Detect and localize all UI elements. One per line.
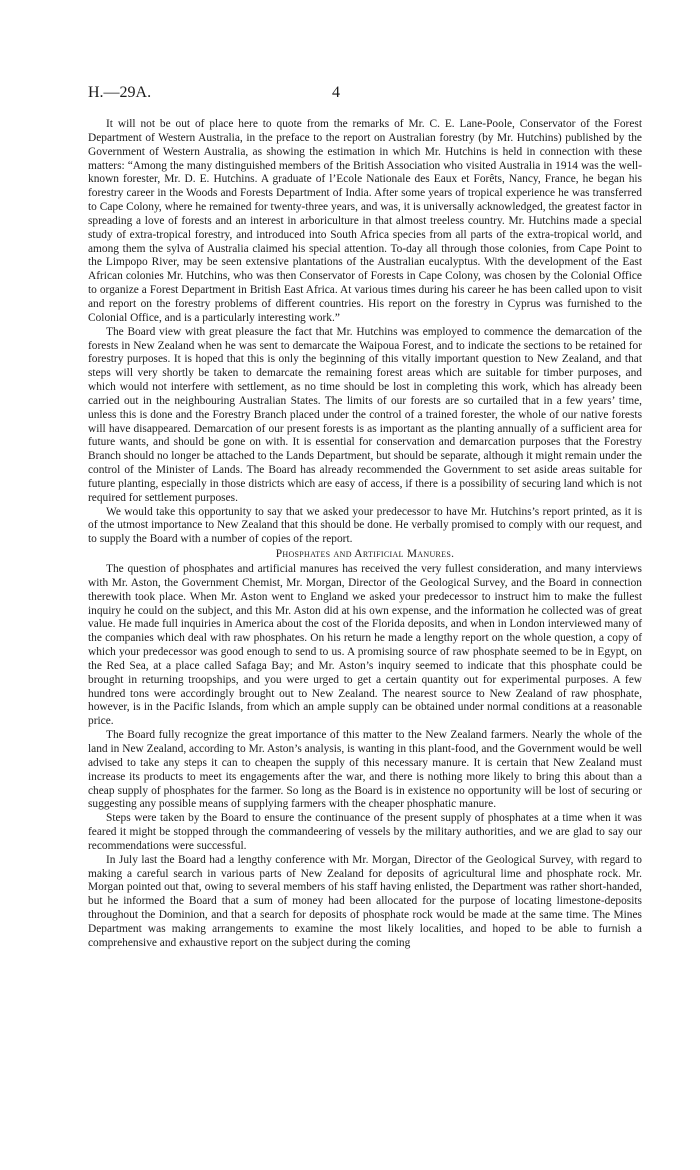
paragraph-phosphates-importance: The Board fully recognize the great importance of this matter to the New Zealand farmers. Nearly the whole of the land in New Zealand, according to Mr. Aston’s analysis, is wanting in this plant-food, and the Government would be well advised to take any steps it can to cheapen the supply of this necessary manure. It is certain that New Zealand must increase its products to meet its engagements after the war, and there is nothing more likely to bring this about than a cheap supply of phosphates for the farmer. So long as the Board is in existence no opportunity will be lost of securing or suggesting any possible means of supplying farmers with the cheaper phosphatic manure. xyxy=(88,729,642,811)
section-heading: Phosphates and Artificial Manures. xyxy=(275,548,455,561)
paragraph-geological-survey: In July last the Board had a lengthy conference with Mr. Morgan, Director of the Geological Survey, with regard to making a careful search in various parts of New Zealand for deposits of agricultural lime and phosphate rock. Mr. Morgan pointed out that, owing to several members of his staff having enlisted, the Department was rather short-handed, but he informed the Board that a sum of money had been allocated for the purpose of locating limestone-deposits throughout the Dominion, and that a search for deposits of phosphate rock would be made at the same time. The Mines Department was making arrangements to examine the most likely localities, and hoped to be able to furnish a comprehensive and exhaustive report on the subject during the coming xyxy=(88,853,642,949)
report-reference: H.—29A. xyxy=(88,84,152,101)
page-header xyxy=(88,84,642,104)
paragraph-phosphates-inquiry: The question of phosphates and artificial manures has received the very fullest consideration, and many interviews with Mr. Aston, the Government Chemist, Mr. Morgan, Director of the Geological Survey, and the Board in connection therewith took place. When Mr. Aston went to England we asked your predecessor to instruct him to make the fullest inquiry he could on the subject, and this Mr. Aston did at his own expense, and the information he collected was of great value. He made full inquiries in America about the cost of the Florida deposits, and when in London interviewed many of the companies which deal with raw phosphates. On his return he made a lengthy report on the whole question, a copy of which your predecessor was good enough to send to us. A promising source of raw phosphate seemed to be in Egypt, on the Red Sea, at a place called Safaga Bay; and Mr. Aston’s inquiry seemed to indicate that this phosphate could be brought in returning troopships, and you were urged to get a certain quantity out for experimental purposes. A few hundred tons were accordingly brought out to New Zealand. The nearest source to New Zealand of raw phosphate, however, is in the Pacific Islands, from which an ample supply can be obtained under normal conditions at a reasonable price. xyxy=(88,563,642,728)
paragraph-lane-poole-quote: It will not be out of place here to quote from the remarks of Mr. C. E. Lane-Poole, Conservator of the Forest Department of Western Australia, in the preface to the report on Australian forestry (by Mr. Hutchins) published by the Government of Western Australia, as showing the estimation in which Mr. Hutchins is held in connection with these matters: “Among the many distinguished members of the British Association who visited Australia in 1914 was the well-known forester, Mr. D. E. Hutchins. A graduate of l’Ecole Nationale des Eaux et Forêts, Nancy, France, he began his forestry career in the Woods and Forests Department of India. After some years of tropical experience he was transferred to Cape Colony, where he remained for twenty-three years, and was, it is universally acknowledged, the greatest factor in spreading a love of forests and an interest in arboriculture in that almost treeless country. Mr. Hutchins made a special study of extra-tropical forestry, and introduced into South Africa species from all parts of the extra-tropical world, and among them the sylva of Australia claimed his special attention. To-day all through those colonies, from Cape Point to the Limpopo River, may be seen extensive plantations of the Australian eucalyptus. With the development of the East African colonies Mr. Hutchins, who was then Conservator of Forests in Cape Colony, was chosen by the Colonial Office to organize a Forest Department in British East Africa. At various times during his career he has been called upon to visit and report on the forestry problems of different countries. His report on the forestry in Cyprus was furnished to the Colonial Office, and is a particularly interesting work.” xyxy=(88,118,642,324)
paragraph-hutchins-report: We would take this opportunity to say that we asked your predecessor to have Mr. Hutchins’s report printed, as it is of the utmost importance to New Zealand that this should be done. He verbally promised to comply with our request, and to supply the Board with a number of copies of the report. xyxy=(88,505,642,546)
paragraph-forest-demarcation: The Board view with great pleasure the fact that Mr. Hutchins was employed to commence the demarcation of the forests in New Zealand when he was sent to demarcate the Waipoua Forest, and to indicate the sections to be retained for forestry purposes. It is hoped that this is only the beginning of this vitally important question to New Zealand, and that steps will very shortly be taken to demarcate the remaining forest areas which are suitable for timber purposes, and which would not interfere with settlement, as no time should be lost in completing this work, which has already been carried out in the neighbouring Australian States. The limits of our forests are so curtailed that in a few years’ time, unless this is done and the Forestry Branch placed under the control of a trained forester, the whole of our native forests will have disappeared. Demarcation of our present forests is as important as the planting annually of a sufficient area for future wants, and should be gone on with. It is essential for conservation and demarcation purposes that the Forestry Branch should no longer be attached to the Lands Department, but should be separate, although it might remain under the control of the Minister of Lands. The Board has already recommended the Government to set aside areas suitable for future planting, especially in those districts which are easy of access, if there is a possibility of securing land which is not required for settlement purposes. xyxy=(88,325,642,504)
paragraph-phosphates-supply: Steps were taken by the Board to ensure the continuance of the present supply of phosphates at a time when it was feared it might be stopped through the commandeering of vessels by the military authorities, and we are glad to say our recommendations were successful. xyxy=(88,812,642,852)
page-number: 4 xyxy=(332,84,340,101)
page-body xyxy=(88,118,642,951)
